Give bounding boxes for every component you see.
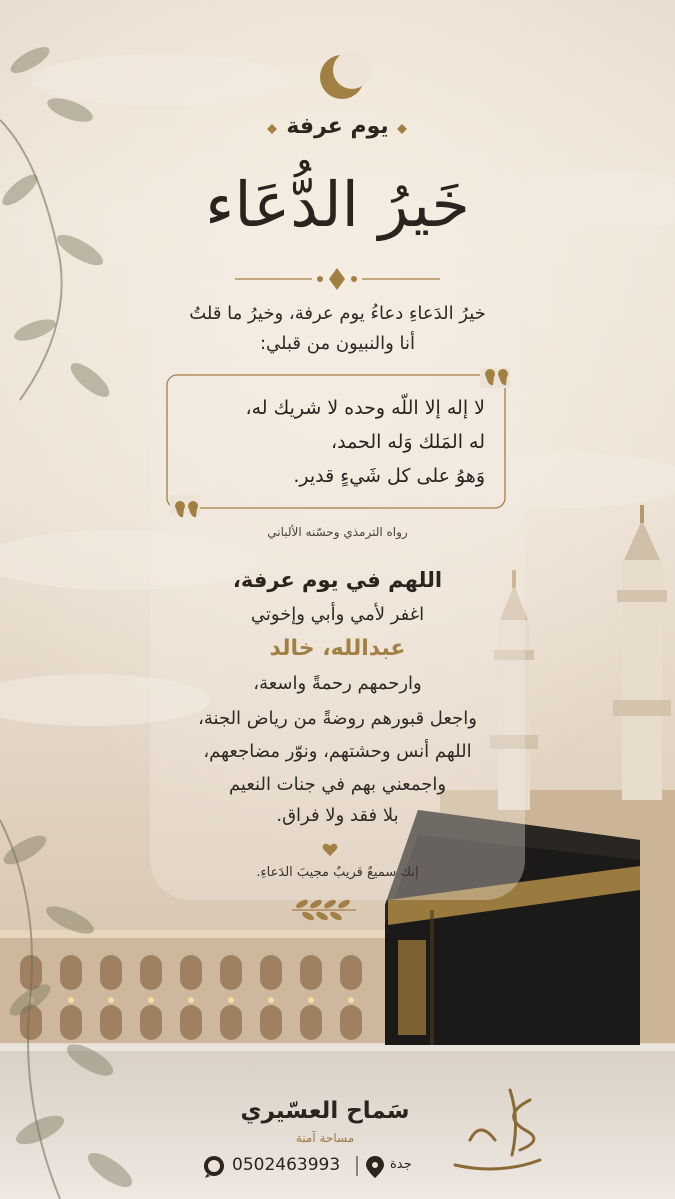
olive-branch-icon bbox=[292, 899, 356, 921]
whatsapp-icon bbox=[204, 1156, 224, 1178]
dua-heading: اللهم في يوم عرفة، bbox=[232, 568, 443, 592]
dua-line: وارحمهم رحمةً واسعة، bbox=[253, 673, 422, 694]
dua-line: واجعل قبورهم روضةً من رياض الجنة، bbox=[198, 708, 477, 729]
dua-closing: إنك سميعٌ قريبٌ مجيبَ الدَعاءِ. bbox=[256, 865, 419, 880]
dua-names: عبدالله، خالد bbox=[269, 636, 406, 661]
ornament-divider bbox=[235, 268, 440, 290]
page-subtitle: يوم عرفة bbox=[286, 114, 389, 139]
city-label: جدة bbox=[390, 1157, 412, 1172]
intro-line-1: خيرُ الدَعاءِ دعاءُ يوم عرفة، وخيرُ ما قلتُ bbox=[189, 303, 486, 324]
phone-number[interactable]: 0502463993 bbox=[232, 1155, 341, 1175]
page-title: خَيرُ الدُّعَاء bbox=[205, 168, 470, 241]
dua-line: واجمعني بهم في جنات النعيم bbox=[228, 774, 447, 795]
dua-line: اللهم أنس وحشتهم، ونوّر مضاجعهم، bbox=[203, 741, 472, 762]
quote-line: لا إله إلا اللّه وحده لا شريك له، bbox=[245, 397, 485, 419]
intro-line-2: أنا والنبيون من قبلي: bbox=[259, 333, 416, 354]
heart-icon bbox=[323, 844, 338, 856]
dua-line: اغفر لأمي وأبي وإخوتي bbox=[250, 604, 425, 625]
quote-line: وَهوُ على كل شَيءٍ قدير. bbox=[293, 465, 485, 487]
signature-logo bbox=[455, 1090, 540, 1169]
crescent-moon-icon bbox=[320, 51, 371, 99]
dua-line: بلا فقد ولا فراق. bbox=[276, 805, 399, 826]
location-pin-icon bbox=[366, 1156, 384, 1178]
quote-line: له المَلك وَله الحمد، bbox=[330, 431, 485, 453]
hadith-narration: رواه الترمذي وحسّنه الألباني bbox=[267, 525, 408, 539]
author-name: سَماح العسّيري bbox=[240, 1098, 410, 1124]
author-tagline: مساحة آمنة bbox=[295, 1131, 355, 1145]
